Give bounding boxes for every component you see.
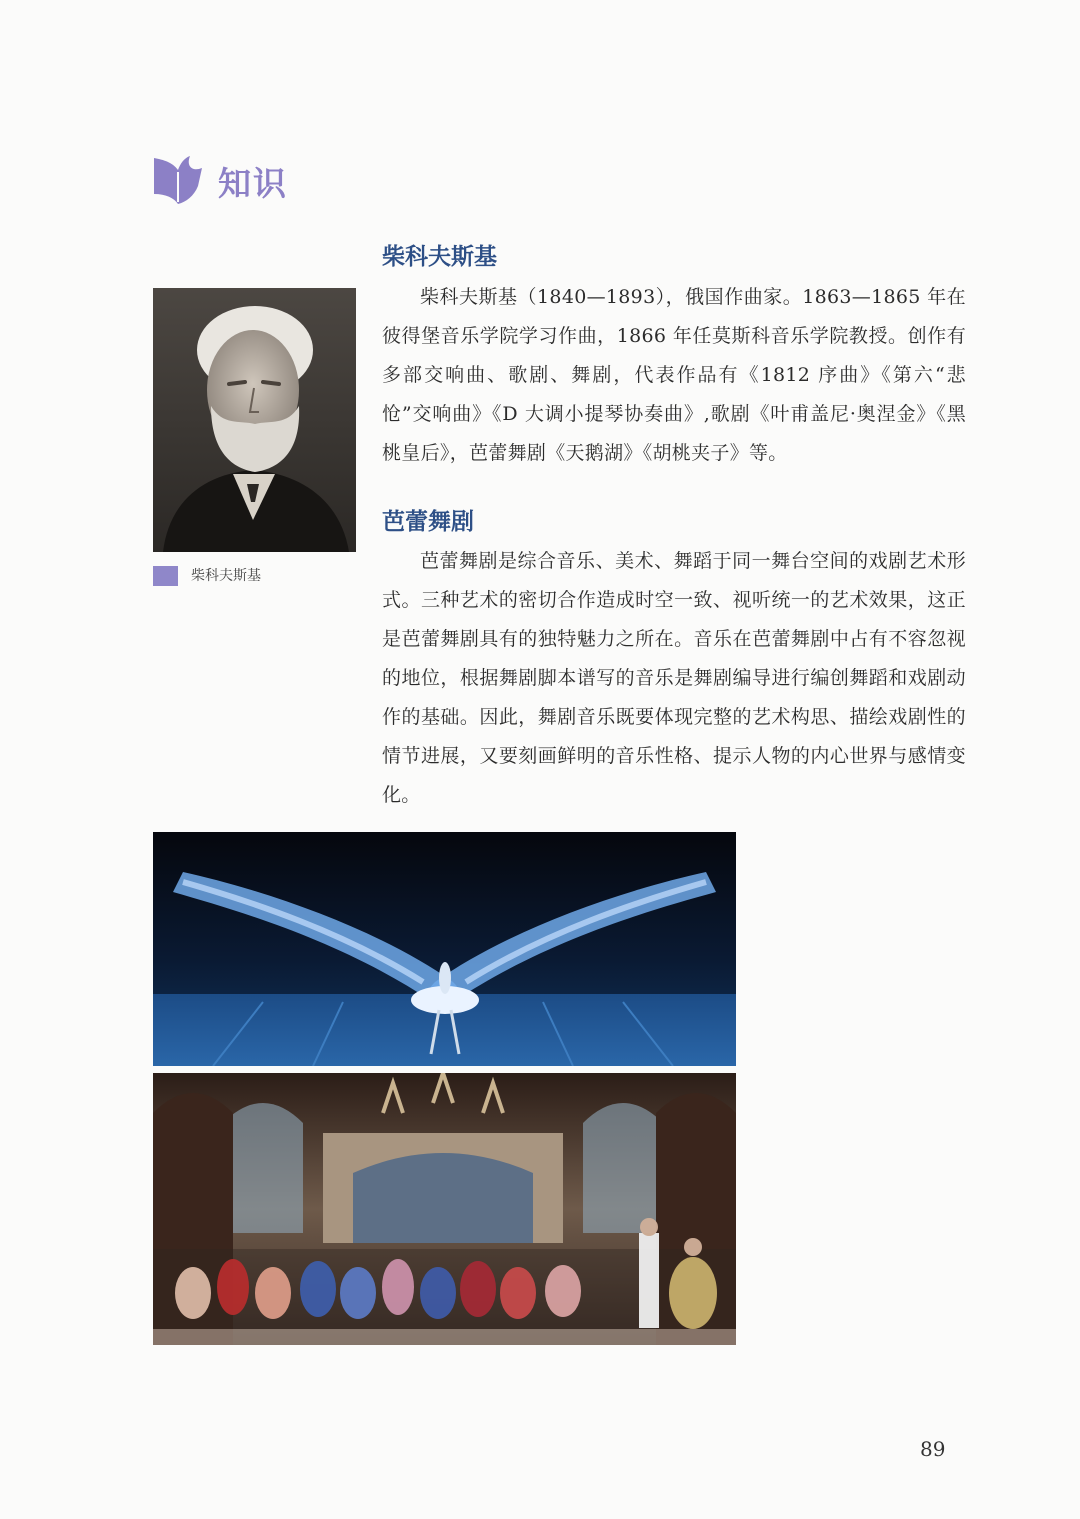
tchaikovsky-portrait [153,288,356,552]
nutcracker-photo [153,1073,736,1345]
heading-ballet: 芭蕾舞剧 [382,509,474,535]
section-label [150,150,350,210]
caption-marker [153,566,178,586]
paragraph-ballet: 芭蕾舞剧是综合音乐、美术、舞蹈于同一舞台空间的戏剧艺术形式。三种艺术的密切合作造成时空一致、视听统一的艺术效果，这正是芭蕾舞剧具有的独特魅力之所在。音乐在芭蕾舞剧中占有不容忽视的地位，根据舞剧脚本谱写的音乐是舞剧编导进行编创舞蹈和戏剧动作的基础。因此，舞剧音乐既要体现完整的艺术构思、描绘戏剧性的情节进展，又要刻画鲜明的音乐性格、提示人物的内心世界与感情变化。 [382,550,966,806]
heading-tchaikovsky: 柴科夫斯基 [382,244,497,270]
swan-lake-photo [153,832,736,1066]
page-number: 89 [920,1437,946,1461]
book-icon [150,150,210,210]
paragraph-tchaikovsky: 柴科夫斯基（1840—1893），俄国作曲家。1863—1865 年在彼得堡音乐学院学习作曲，1866 年任莫斯科音乐学院教授。创作有多部交响曲、歌剧、舞剧，代表作品有《1812 序曲》《第六“悲怆”交响曲》《D 大调小提琴协奏曲》,歌剧《叶甫盖尼·奥涅金》《黑桃皇后》，芭蕾舞剧《天鹅湖》《胡桃夹子》等。 [382,286,966,464]
caption-text: 柴科夫斯基 [191,568,261,584]
section-title: 知识 [218,164,288,203]
